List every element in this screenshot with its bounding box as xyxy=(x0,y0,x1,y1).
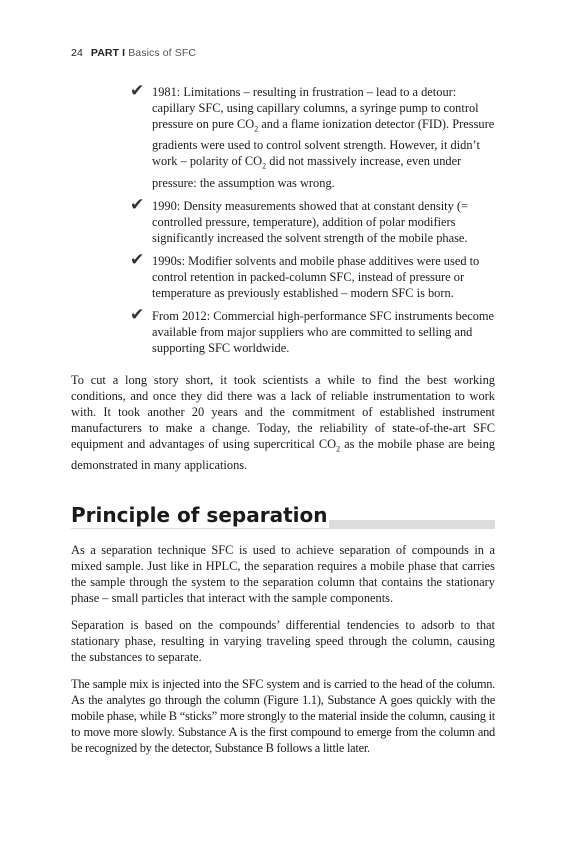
section-label: Basics of SFC xyxy=(128,47,197,59)
bullet-text: 1990s: Modifier solvents and mobile phase additives were used to control retention in packed-column SFC, instead of pressure or temperature as previously established – modern SFC is born. xyxy=(152,253,480,300)
intro-paragraph: To cut a long story short, it took scientists a while to find the best working conditions, and once they did there was a lack of reliable instrumentation to work with. It took another 20 years and the commitment of established instrument manufacturers to make a change. Today, the reliability of state-of-the-art SFC equipment and advantages of using supercritical $CO_2$ as the mobile phase are being demonstrated in many applications. xyxy=(71,373,495,473)
history-bullet-list xyxy=(130,81,495,363)
list-item xyxy=(130,194,495,246)
checkmark-icon: ✔ xyxy=(130,81,145,101)
list-item xyxy=(130,304,495,356)
body-paragraph: Separation is based on the compounds’ differential tendencies to adsorb to that stationary phase, resulting in varying traveling speed through the column, causing the substances to separate. xyxy=(71,618,495,664)
running-header xyxy=(71,47,196,59)
body-paragraph: The sample mix is injected into the SFC system and is carried to the head of the column. As the analytes go through the column (Figure 1.1), Substance A goes quickly with the mobile phase, while B “sticks” more strongly to the material inside the column, causing it to move more slowly. Substance A is the first compound to emerge from the column and be recognized by the detector, Substance B follows a little later. xyxy=(71,677,495,755)
page-number: 24 xyxy=(71,47,83,59)
bullet-text: From 2012: Commercial high-performance SFC instruments become available from major suppliers who are committed to selling and supporting SFC worldwide. xyxy=(152,308,495,355)
checkmark-icon: ✔ xyxy=(130,194,145,215)
bullet-text: 1981: Limitations – resulting in frustration – lead to a detour: capillary SFC, using capillary columns, a syringe pump to control pressure on pure $CO_2$ and a flame ionization detector (FID). Pressure gradients were used to control solvent strength. However, it didn’t work – polarity of $CO_2$ did not massively increase, even under pressure: the assumption was wrong. xyxy=(152,85,495,190)
checkmark-icon: ✔ xyxy=(130,304,145,325)
list-item xyxy=(130,81,495,191)
checkmark-icon: ✔ xyxy=(130,249,145,270)
list-item xyxy=(130,249,495,301)
bullet-text: 1990: Density measurements showed that at constant density (= controlled pressure, temperature), addition of polar modifiers significantly increased the solvent strength of the mobile phase. xyxy=(152,198,469,245)
body-paragraph: As a separation technique SFC is used to achieve separation of compounds in a mixed sample. Just like in HPLC, the separation requires a mobile phase that carries the sample through the system to the separation column that contains the stationary phase – small particles that interact with the sample components. xyxy=(71,543,495,605)
section-heading-block xyxy=(71,502,495,530)
part-label: PART I xyxy=(90,47,126,59)
section-heading: Principle of separation xyxy=(71,503,328,527)
